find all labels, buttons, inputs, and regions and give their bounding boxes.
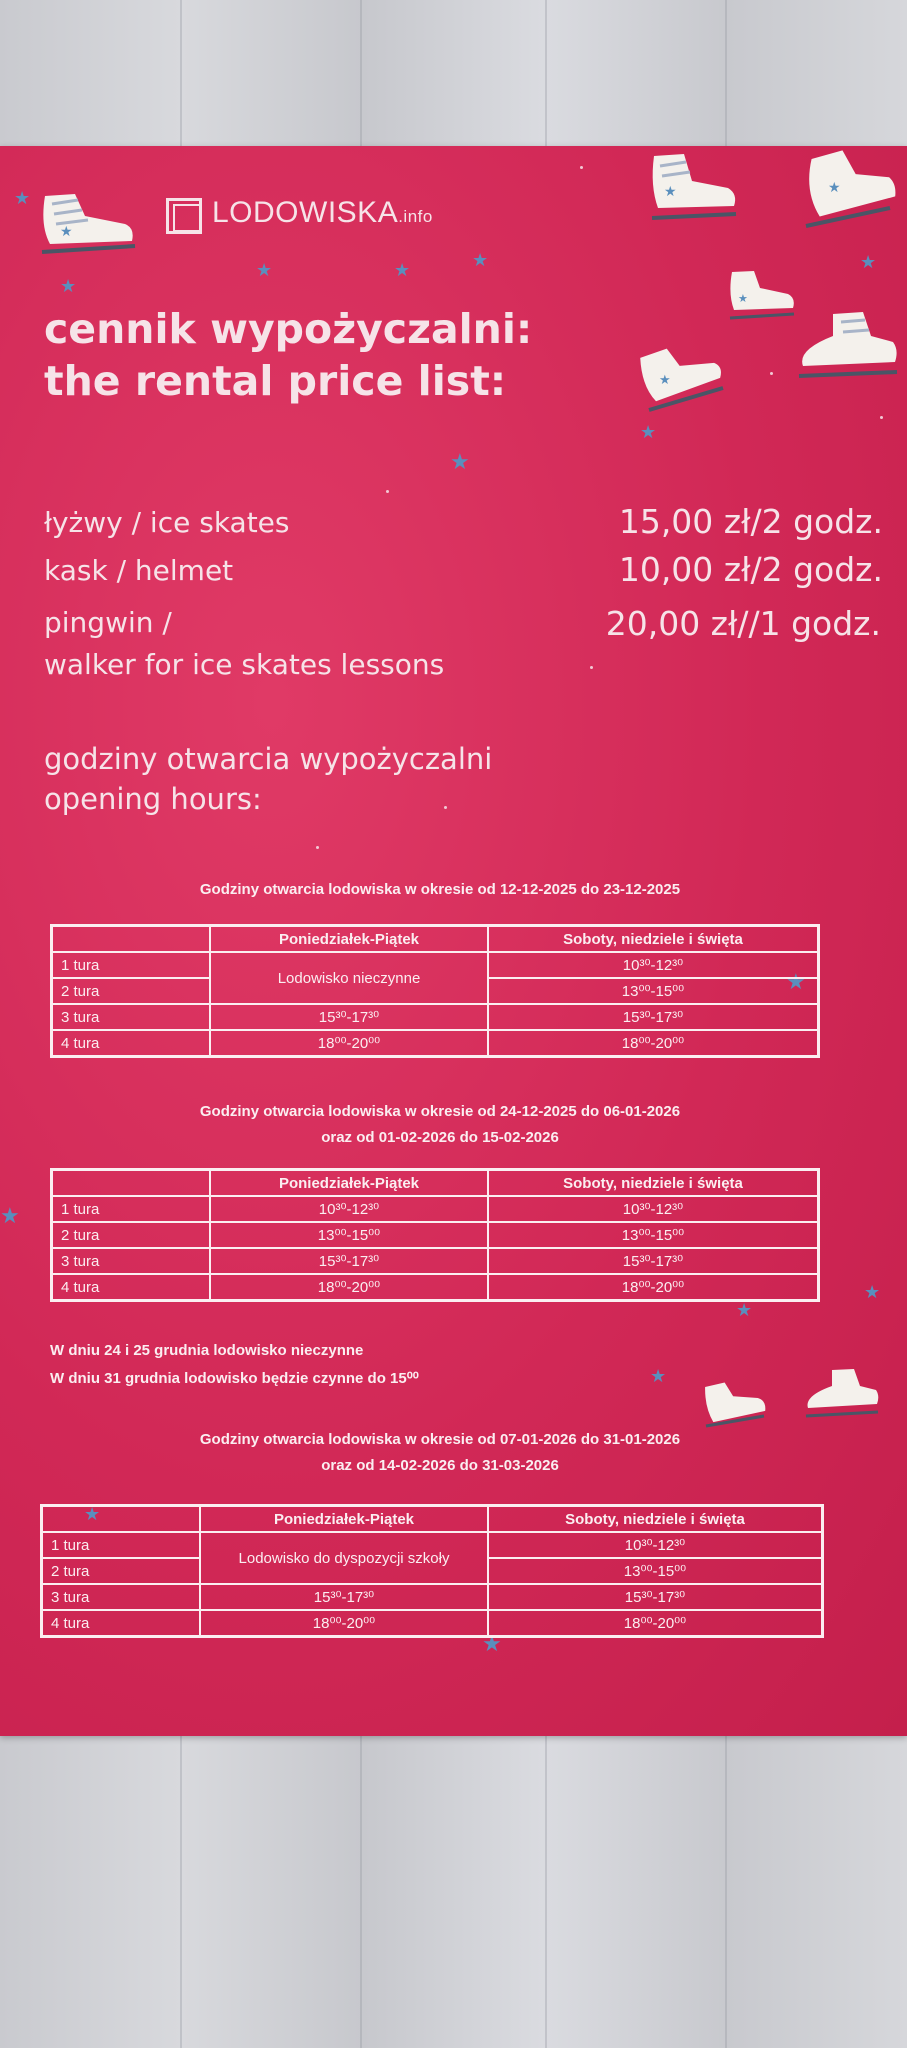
weekend-cell: 18⁰⁰-20⁰⁰	[488, 1030, 819, 1057]
tura-cell: 4 tura	[52, 1030, 211, 1057]
weekday-cell: 18⁰⁰-20⁰⁰	[210, 1030, 488, 1057]
star-icon: ★	[84, 1504, 101, 1525]
opening-line-1: godziny otwarcia wypożyczalni	[44, 742, 493, 776]
weekend-cell: 13⁰⁰-15⁰⁰	[488, 978, 819, 1004]
table-row	[52, 1248, 819, 1274]
svg-text:★: ★	[738, 292, 748, 305]
table-row	[52, 1030, 819, 1057]
weekday-cell: 18⁰⁰-20⁰⁰	[210, 1274, 488, 1301]
table-row	[52, 952, 819, 978]
logo-suffix: .info	[398, 207, 433, 226]
table-row	[42, 1506, 823, 1533]
star-icon: ★	[472, 250, 489, 271]
tura-cell: 4 tura	[52, 1274, 211, 1301]
weekday-cell: 15³⁰-17³⁰	[210, 1248, 488, 1274]
ice-skate-icon	[646, 146, 741, 236]
table-header-cell	[42, 1506, 201, 1533]
schedule-table-1	[50, 924, 820, 1058]
table-row	[52, 1196, 819, 1222]
heading-line-2: the rental price list:	[44, 357, 507, 405]
price-list-poster	[0, 146, 907, 1736]
table-row	[42, 1610, 823, 1637]
table-row	[52, 1004, 819, 1030]
sparkle	[316, 846, 319, 849]
opening-line-2: opening hours:	[44, 782, 262, 816]
sparkle	[386, 490, 389, 493]
weekend-cell: 10³⁰-12³⁰	[488, 1532, 823, 1558]
weekday-cell: 10³⁰-12³⁰	[210, 1196, 488, 1222]
weekday-cell: 15³⁰-17³⁰	[210, 1004, 488, 1030]
logo-icon-inner	[173, 204, 201, 232]
star-icon: ★	[650, 1366, 667, 1387]
ice-skate-icon	[798, 146, 898, 246]
weekend-cell: 18⁰⁰-20⁰⁰	[488, 1610, 823, 1637]
tura-cell: 3 tura	[52, 1248, 211, 1274]
period-1-title: Godziny otwarcia lodowiska w okresie od 12-12-2025 do 23-12-2025	[199, 881, 681, 898]
ice-skate-icon	[30, 186, 145, 266]
table-row	[52, 926, 819, 953]
sparkle	[590, 666, 593, 669]
star-icon: ★	[482, 1632, 502, 1657]
svg-text:★: ★	[60, 224, 73, 240]
sparkle	[770, 372, 773, 375]
sparkle	[580, 166, 583, 169]
table-row	[52, 1170, 819, 1197]
heading-line-1: cennik wypożyczalni:	[44, 305, 533, 353]
table-row	[42, 1532, 823, 1558]
star-icon: ★	[450, 450, 470, 475]
ice-skate-icon	[700, 1376, 770, 1431]
tura-cell: 1 tura	[52, 952, 211, 978]
weekend-cell: 13⁰⁰-15⁰⁰	[488, 1558, 823, 1584]
ice-skate-icon	[724, 266, 799, 326]
tura-cell: 3 tura	[42, 1584, 201, 1610]
svg-text:★: ★	[664, 184, 677, 200]
star-icon: ★	[14, 188, 31, 209]
period-2-title: Godziny otwarcia lodowiska w okresie od 24-12-2025 do 06-01-2026	[199, 1103, 681, 1120]
sparkle	[444, 806, 447, 809]
tura-cell: 2 tura	[52, 1222, 211, 1248]
table-header-cell	[52, 926, 211, 953]
period-3-title: Godziny otwarcia lodowiska w okresie od 07-01-2026 do 31-01-2026	[199, 1431, 681, 1448]
table-header-cell: Poniedziałek-Piątek	[210, 926, 488, 953]
table-header-cell	[52, 1170, 211, 1197]
price-value-helmet: 10,00 zł/2 godz.	[618, 550, 883, 589]
price-value-skates: 15,00 zł/2 godz.	[618, 502, 883, 541]
ice-skate-icon	[635, 336, 730, 416]
price-label-helmet: kask / helmet	[44, 554, 234, 587]
weekday-cell: Lodowisko nieczynne	[210, 952, 488, 1004]
table-row	[52, 1222, 819, 1248]
weekend-cell: 10³⁰-12³⁰	[488, 952, 819, 978]
weekday-cell: 18⁰⁰-20⁰⁰	[200, 1610, 488, 1637]
star-icon: ★	[394, 260, 411, 281]
price-label-skates: łyżwy / ice skates	[44, 506, 290, 539]
table-header-cell: Poniedziałek-Piątek	[200, 1506, 488, 1533]
tura-cell: 4 tura	[42, 1610, 201, 1637]
tura-cell: 1 tura	[52, 1196, 211, 1222]
star-icon: ★	[0, 1204, 20, 1229]
svg-text:★: ★	[659, 373, 671, 388]
star-icon: ★	[736, 1300, 753, 1321]
table-header-cell: Soboty, niedziele i święta	[488, 1170, 819, 1197]
ice-skate-icon	[793, 306, 903, 396]
tura-cell: 3 tura	[52, 1004, 211, 1030]
svg-text:★: ★	[828, 180, 841, 196]
schedule-table-2	[50, 1168, 820, 1302]
table-row	[42, 1584, 823, 1610]
table-header-cell: Soboty, niedziele i święta	[488, 926, 819, 953]
weekend-cell: 15³⁰-17³⁰	[488, 1248, 819, 1274]
logo-name: LODOWISKA	[212, 196, 399, 229]
note-new-years-eve: W dniu 31 grudnia lodowisko będzie czynne do 15⁰⁰	[50, 1370, 419, 1387]
tura-cell: 2 tura	[52, 978, 211, 1004]
logo	[212, 196, 433, 230]
note-closed: W dniu 24 i 25 grudnia lodowisko nieczynne	[50, 1342, 364, 1359]
weekday-cell: 15³⁰-17³⁰	[200, 1584, 488, 1610]
star-icon: ★	[860, 252, 877, 273]
weekend-cell: 13⁰⁰-15⁰⁰	[488, 1222, 819, 1248]
weekend-cell: 10³⁰-12³⁰	[488, 1196, 819, 1222]
star-icon: ★	[786, 970, 806, 995]
ice-skate-icon	[802, 1364, 882, 1424]
star-icon: ★	[256, 260, 273, 281]
tura-cell: 2 tura	[42, 1558, 201, 1584]
weekday-cell: Lodowisko do dyspozycji szkoły	[200, 1532, 488, 1584]
sparkle	[880, 416, 883, 419]
weekend-cell: 15³⁰-17³⁰	[488, 1004, 819, 1030]
period-3-title-2: oraz od 14-02-2026 do 31-03-2026	[321, 1457, 559, 1474]
price-label-walker-2: walker for ice skates lessons	[44, 648, 445, 681]
star-icon: ★	[864, 1282, 881, 1303]
table-header-cell: Poniedziałek-Piątek	[210, 1170, 488, 1197]
schedule-table-3	[40, 1504, 824, 1638]
table-header-cell: Soboty, niedziele i święta	[488, 1506, 823, 1533]
price-value-walker: 20,00 zł//1 godz.	[605, 604, 881, 643]
star-icon: ★	[640, 422, 657, 443]
table-row	[52, 1274, 819, 1301]
tura-cell: 1 tura	[42, 1532, 201, 1558]
weekend-cell: 15³⁰-17³⁰	[488, 1584, 823, 1610]
price-label-walker: pingwin /	[44, 606, 172, 639]
weekend-cell: 18⁰⁰-20⁰⁰	[488, 1274, 819, 1301]
period-2-title-2: oraz od 01-02-2026 do 15-02-2026	[321, 1129, 559, 1146]
star-icon: ★	[60, 276, 77, 297]
weekday-cell: 13⁰⁰-15⁰⁰	[210, 1222, 488, 1248]
